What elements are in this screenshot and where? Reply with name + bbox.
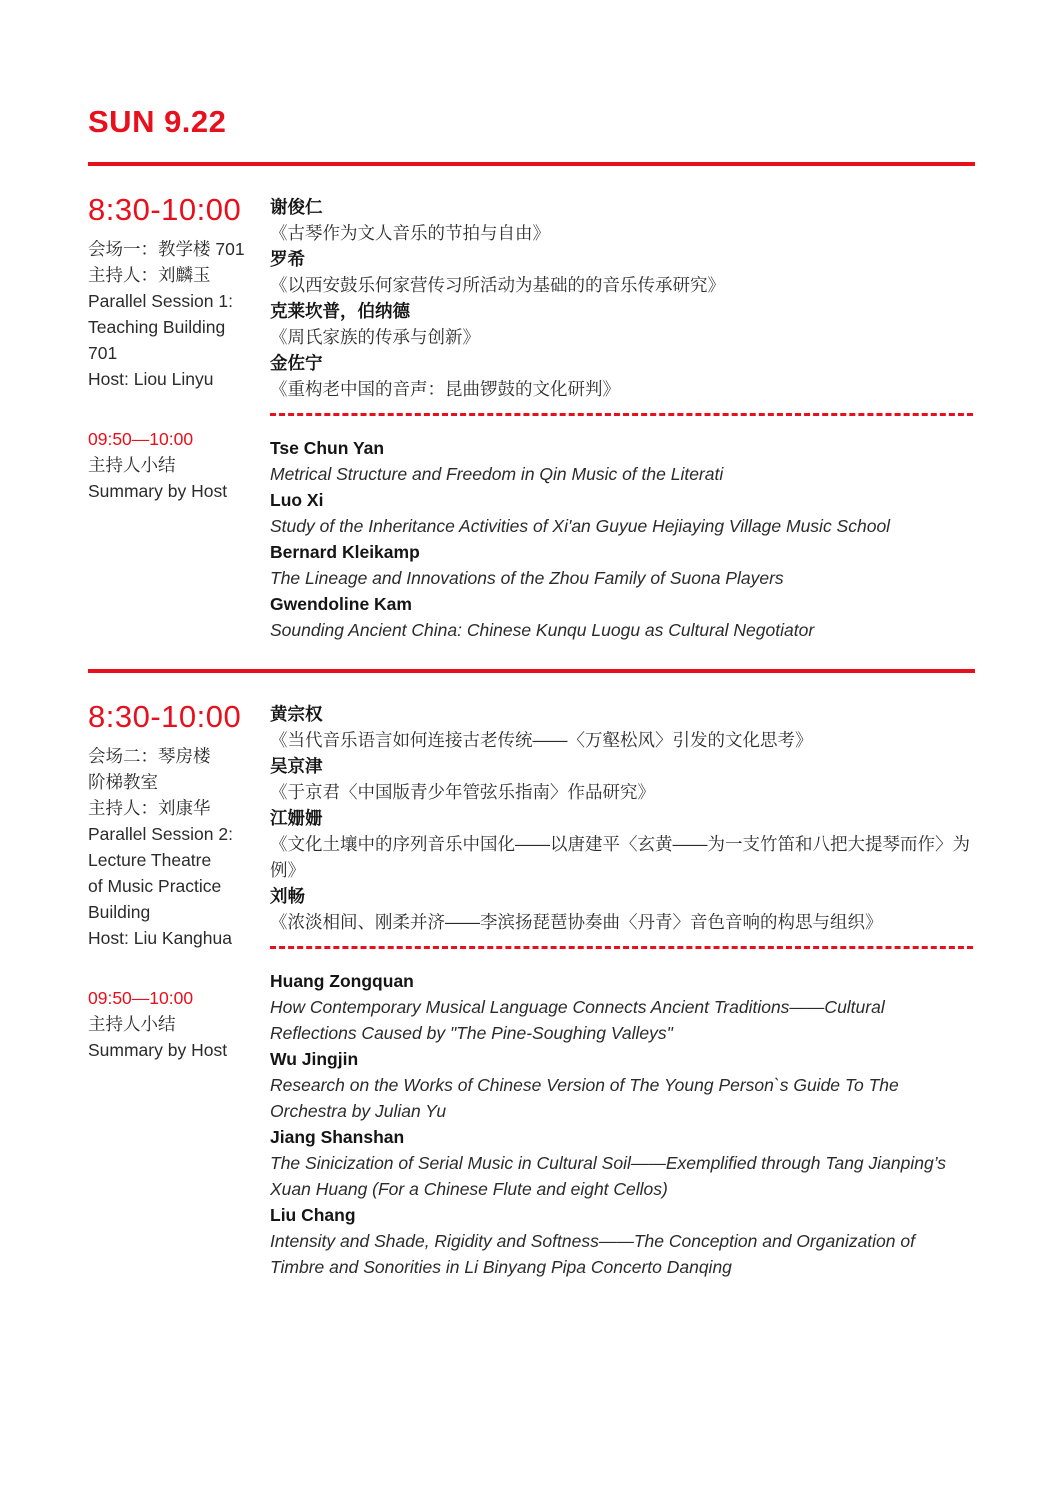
presentation [270, 883, 973, 935]
summary-label-cn: 主持人小结 [88, 1014, 176, 1034]
presentation [270, 701, 973, 753]
venue-line: 主持人：刘康华 [88, 798, 211, 818]
presentations-en [270, 968, 973, 1280]
venue-line: 主持人：刘麟玉 [88, 265, 211, 285]
venue-line: Host: Liou Linyu [88, 369, 214, 389]
session-1-right-column [270, 194, 975, 643]
presenter-name-en: Luo Xi [270, 490, 324, 510]
presenter-name-cn: 刘畅 [270, 886, 305, 906]
presenter-name-cn: 江姗姗 [270, 808, 323, 828]
presenter-name-cn: 克莱坎普，伯纳德 [270, 301, 410, 321]
presentation [270, 1124, 973, 1202]
presentation-title-en: The Sinicization of Serial Music in Cultural Soil——Exemplified through Tang Jianping’s Xuan Huang (For a Chinese Flute and eight Cellos) [270, 1153, 947, 1199]
presenter-name-en: Bernard Kleikamp [270, 542, 420, 562]
presentation [270, 591, 973, 643]
venue-line: 会场一：教学楼 701 [88, 239, 245, 259]
summary-label-en: Summary by Host [88, 1040, 228, 1060]
presentation [270, 298, 973, 350]
presentation-title-cn: 《文化土壤中的序列音乐中国化——以唐建平〈玄黄——为一支竹笛和八把大提琴而作〉为例》 [270, 834, 970, 880]
presentation [270, 968, 973, 1046]
presentation-title-cn: 《于京君〈中国版青少年管弦乐指南〉作品研究》 [270, 782, 655, 802]
presenter-name-cn: 吴京津 [270, 756, 323, 776]
presentation-title-cn: 《以西安鼓乐何家营传习所活动为基础的的音乐传承研究》 [270, 275, 725, 295]
presentation [270, 805, 973, 883]
presenter-name-en: Jiang Shanshan [270, 1127, 405, 1147]
presentation [270, 194, 973, 246]
summary-block [88, 985, 270, 1063]
presentation-title-en: Metrical Structure and Freedom in Qin Music of the Literati [270, 464, 724, 484]
presentation-title-cn: 《周氏家族的传承与创新》 [270, 327, 480, 347]
session-time: 8:30-10:00 [88, 699, 242, 734]
presentation-title-en: Research on the Works of Chinese Version of The Young Person`s Guide To The Orchestra by Julian Yu [270, 1075, 899, 1121]
presentation [270, 539, 973, 591]
presentation-title-cn: 《古琴作为文人音乐的节拍与自由》 [270, 223, 550, 243]
venue-line: Parallel Session 2: [88, 824, 233, 844]
presentation-title-cn: 《重构老中国的音声：昆曲锣鼓的文化研判》 [270, 379, 620, 399]
presentation [270, 1046, 973, 1124]
presentation-title-en: Intensity and Shade, Rigidity and Softness——The Conception and Organization of Timbre and Sonorities in Li Binyang Pipa Concerto Danqing [270, 1231, 915, 1277]
presenter-name-cn: 金佐宁 [270, 353, 323, 373]
summary-dashed-divider [270, 413, 973, 416]
session-2-left-column [88, 701, 270, 1280]
presenter-name-en: Huang Zongquan [270, 971, 414, 991]
session-time: 8:30-10:00 [88, 192, 242, 227]
presentation-title-en: The Lineage and Innovations of the Zhou Family of Suona Players [270, 568, 784, 588]
venue-line: 阶梯教室 [88, 772, 158, 792]
presentation [270, 435, 973, 487]
venue-line: Teaching Building [88, 317, 226, 337]
presentation [270, 753, 973, 805]
mid-divider-rule [88, 669, 975, 673]
venue-line: Host: Liu Kanghua [88, 928, 232, 948]
session-block-1 [88, 194, 975, 643]
presentation-title-cn: 《当代音乐语言如何连接古老传统——〈万壑松风〉引发的文化思考》 [270, 730, 813, 750]
presentation [270, 246, 973, 298]
presenter-name-en: Liu Chang [270, 1205, 356, 1225]
summary-block [88, 426, 270, 504]
presentations-cn [270, 701, 973, 935]
venue-line: of Music Practice [88, 876, 222, 896]
venue-line: Parallel Session 1: [88, 291, 233, 311]
venue-line: Building [88, 902, 151, 922]
summary-time: 09:50—10:00 [88, 429, 194, 449]
presentations-en [270, 435, 973, 643]
presentation-title-en: How Contemporary Musical Language Connects Ancient Traditions——Cultural Reflections Caused by "The Pine-Soughing Valleys" [270, 997, 885, 1043]
presentation-title-en: Sounding Ancient China: Chinese Kunqu Luogu as Cultural Negotiator [270, 620, 815, 640]
top-divider-rule [88, 162, 975, 166]
venue-line: 会场二：琴房楼 [88, 746, 211, 766]
presentation-title-cn: 《浓淡相间、刚柔并济——李滨扬琵琶协奏曲〈丹青〉音色音响的构思与组织》 [270, 912, 883, 932]
presenter-name-en: Gwendoline Kam [270, 594, 412, 614]
summary-label-cn: 主持人小结 [88, 455, 176, 475]
session-1-left-column [88, 194, 270, 643]
presenter-name-cn: 罗希 [270, 249, 305, 269]
summary-label-en: Summary by Host [88, 481, 228, 501]
presentation-title-en: Study of the Inheritance Activities of Xi'an Guyue Hejiaying Village Music School [270, 516, 891, 536]
presenter-name-cn: 谢俊仁 [270, 197, 323, 217]
presenter-name-cn: 黄宗权 [270, 704, 323, 724]
presentation [270, 1202, 973, 1280]
presentation [270, 487, 973, 539]
session-venue [88, 236, 270, 392]
presentations-cn [270, 194, 973, 402]
presenter-name-en: Wu Jingjin [270, 1049, 359, 1069]
summary-dashed-divider [270, 946, 973, 949]
page-title: SUN 9.22 [88, 104, 227, 139]
presentation [270, 350, 973, 402]
venue-line: 701 [88, 343, 118, 363]
venue-line: Lecture Theatre [88, 850, 212, 870]
presenter-name-en: Tse Chun Yan [270, 438, 385, 458]
session-block-2 [88, 701, 975, 1280]
session-2-right-column [270, 701, 975, 1280]
session-venue [88, 743, 270, 951]
summary-time: 09:50—10:00 [88, 988, 194, 1008]
